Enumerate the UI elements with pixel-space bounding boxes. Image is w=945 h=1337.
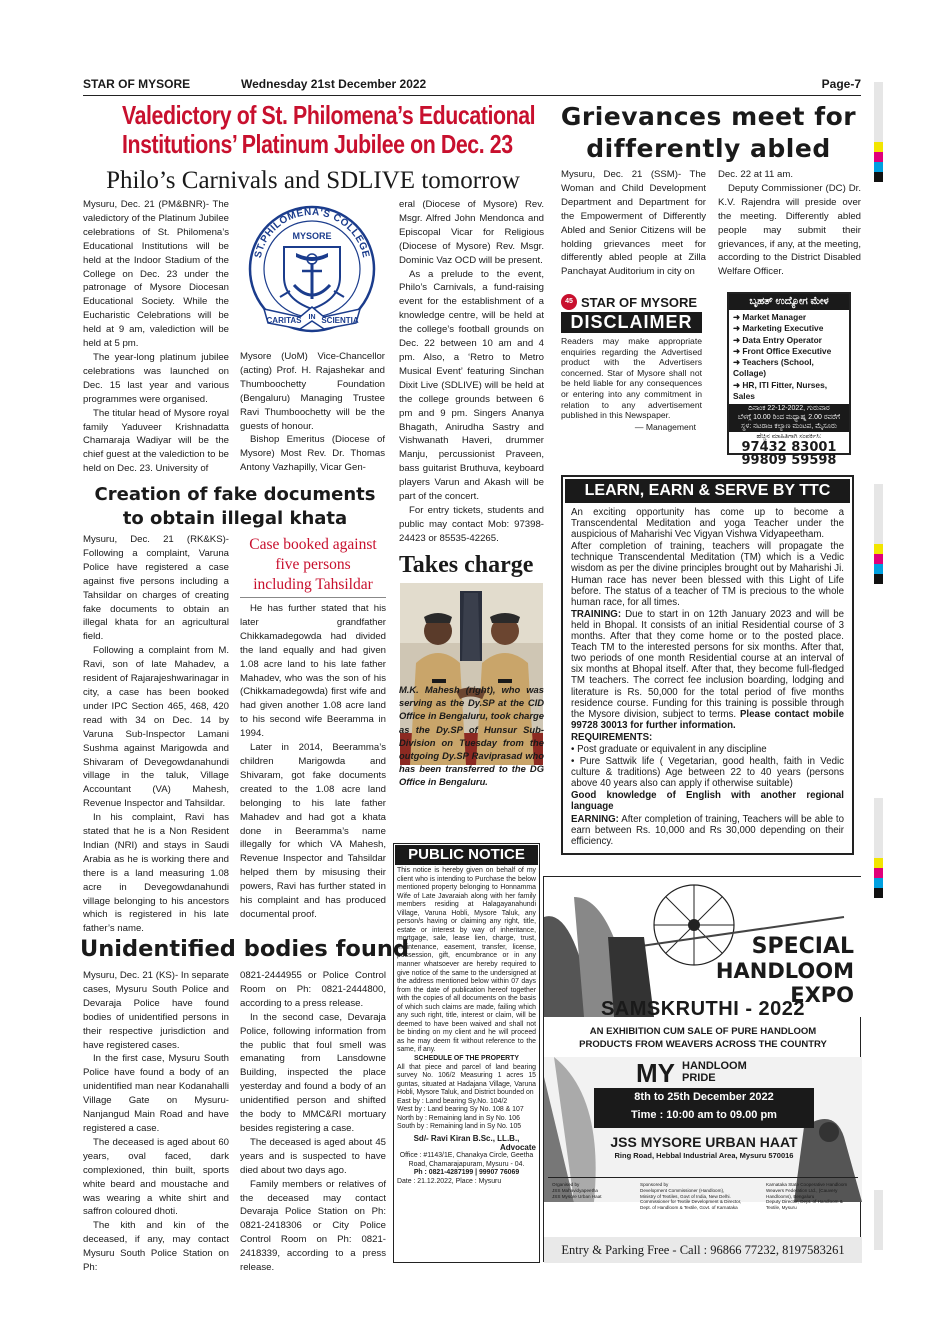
job-item: ➜ Data Entry Operator bbox=[733, 334, 822, 345]
paragraph: Deputy Commissioner (DC) Dr. K.V. Rajendra will preside over the meeting. Differently abled people may submit their grievances, if any, at the meeting, according to the District Disabled Welfare Officer. bbox=[718, 182, 861, 278]
ttc-ad bbox=[561, 475, 854, 855]
disclaimer-box bbox=[561, 292, 702, 460]
strip-cyan bbox=[874, 878, 883, 888]
strip-yellow bbox=[874, 858, 883, 868]
article-fake-docs-col-1 bbox=[83, 533, 229, 935]
strip-magenta bbox=[874, 868, 883, 878]
logo-city: MYSORE bbox=[292, 231, 332, 241]
job-time: ಬೆಳಗ್ಗೆ 10.00 ರಿಂದ ಮಧ್ಯಾಹ್ನ 2.00 ರವರೆಗೆ bbox=[737, 413, 841, 421]
logo-motto-left: CARITAS bbox=[266, 316, 302, 325]
paragraph: Following a complaint from M. Ravi, son of late Mahadev, a resident of Rajarajeshwarinagar in city, a case has been booked under IPC Section 465, 468, 420 read with 34 on Dec. 14 by Varuna Sub-Inspector Lamani Sushma against Marigowda and Shivaram of Devegowdanahundi village in the taluk, Village Accountant (VA) Mahesh, Revenue Inspector and Tahsildar. bbox=[83, 645, 229, 810]
job-item: ➜ Market Manager bbox=[733, 312, 807, 322]
job-venue: ಸ್ಥಳ: ನಟರಾಜ ಕಲ್ಯಾಣ ಮಂಟಪ, ಮೈಸೂರು bbox=[741, 422, 837, 430]
headline-line-2: Institutions’ Platinum Jubilee on Dec. 23 bbox=[121, 129, 513, 159]
notice-office: Office : #1143/1E, Chanakya Circle, Geetha Road, Chamarajapuram, Mysuru - 04. bbox=[399, 1152, 534, 1168]
strip-yellow bbox=[874, 544, 883, 554]
notice-date: Date : 21.12.2022, Place : Mysuru bbox=[397, 1177, 502, 1185]
job-ad-title: ಬೃಹತ್ ಉದ್ಯೋಗ ಮೇಳ bbox=[729, 294, 849, 310]
paragraph: He has further stated that his later grandfather Chikkamadegowda had divided the land equally and had given 1.08 acre land to his late father Mahadev, who was the son of his (Chikkamadegowda) first wife and had given another 1.08 acre land to his second wife Beeramma in 1994. bbox=[240, 603, 386, 740]
job-contact-label: ಹೆಚ್ಚಿನ ಮಾಹಿತಿಗಾಗಿ ಸಂಪರ್ಕಿಸಿ: bbox=[756, 433, 822, 441]
disclaimer-sign: — Management bbox=[634, 421, 696, 432]
handloom-expo-ad bbox=[543, 876, 861, 1262]
expo-entry-info: Entry & Parking Free - Call : 96866 77232, 8197583261 bbox=[544, 1237, 862, 1263]
paragraph: The deceased is aged about 60 years, oval faced, dark complexioned, thin built, sports white beard and moustache and was wearing a white shirt and saffron coloured dhoti. bbox=[83, 1136, 229, 1218]
expo-time: Time : 10:00 am to 09.00 pm bbox=[631, 1109, 777, 1121]
ttc-paragraph bbox=[571, 609, 844, 731]
paragraph: Later in 2014, Beeramma’s children Marigowda and Shivaram, got fake documents created to the 1.08 acre land belonging to his late father Mahadev and had got a khata done in Beeramma’s name illegally for which VA Mahesh, Revenue Inspector and Tahsildar helped them by misusing their powers, Ravi has further stated in his complaint and has produced documental proof. bbox=[240, 742, 386, 920]
article-philomena-col-3 bbox=[399, 198, 544, 548]
notice-text: This notice is hereby given on behalf of my client who is intending to Purchase the below mentioned property belonging to Honnamma Wife of Late Javaraiah along with her family members residing at Halagayanahundi Village, Varuna Hobli, Mysore Taluk, any person/s having or claiming any right, title, estate or interest by way of inheritance, mortgage, sale, lease lien, charge, trust, maintenance, easement, transfer, license, possession, gift, encumbrance or in any manner whatsoever are hereby required to give notice of the same to the undersigned at the address mentioned below within 07 days from the date of publication hereof together with the copies of all documents on the basis of which such claims are made, failing which any such right, title, interest or claim, will be deemed to have been waived and shall not be binding on my client and he will proceed as he may deem fit without reference to the same, if any. bbox=[397, 867, 536, 1054]
issue-date: Wednesday 21st December 2022 bbox=[241, 77, 427, 91]
article-grievances-col-1 bbox=[561, 168, 706, 280]
expo-tagline-2: PRODUCTS FROM WEAVERS ACROSS THE COUNTRY bbox=[579, 1039, 827, 1050]
article-philomena-subhead: Philo’s Carnivals and SDLIVE tomorrow bbox=[106, 167, 520, 194]
job-item: ➜ Marketing Executive bbox=[733, 323, 824, 334]
notice-boundary: West by : Land bearing Sy No. 108 & 107 bbox=[397, 1106, 524, 1114]
headline-line-2: to obtain illegal khata bbox=[122, 508, 348, 529]
expo-venue: JSS MYSORE URBAN HAAT bbox=[610, 1134, 798, 1150]
article-bodies-headline: Unidentified bodies found bbox=[80, 936, 409, 962]
ttc-paragraph: An exciting opportunity has come up to become a Transcendental Meditation and yoga Teacher under the auspicious of Maharishi Vec Vigyan Vishwa Vidyapeetham. bbox=[571, 507, 844, 541]
notice-phone: Ph : 0821-4287199 | 99907 76069 bbox=[413, 1169, 520, 1177]
ttc-title: LEARN, EARN & SERVE BY TTC bbox=[565, 479, 850, 503]
paragraph: Mysore (UoM) Vice-Chancellor (acting) Prof. H. Rajashekar and Thumboochetty Foundation (Bengaluru) Managing Trustee Ravi Thumboochetty will be the guests of honour. bbox=[240, 351, 385, 432]
strip-black bbox=[874, 888, 883, 898]
ttc-contact: Please contact mobile 99728 30013 for further information. bbox=[571, 708, 844, 731]
article-fake-docs-col-2 bbox=[240, 602, 386, 928]
strip-cyan bbox=[874, 564, 883, 574]
notice-boundary: East by : Land bearing Sy.No. 104/2 bbox=[397, 1097, 508, 1105]
strip-cyan bbox=[874, 162, 883, 172]
subhead-line: Case booked against bbox=[249, 536, 377, 553]
notice-schedule: All that piece and parcel of land bearing survey No. 106/2 Measuring 1 acres 15 guntas, situated at Hadajana Village, Varuna Hobli, Mysore Taluk, and District bounded on bbox=[397, 1063, 536, 1097]
job-ad-list bbox=[729, 310, 849, 404]
logo-motto-mid: IN bbox=[308, 314, 316, 321]
paragraph: The kith and kin of the deceased, if any, may contact Mysuru South Police Station on Ph: bbox=[83, 1220, 229, 1274]
notice-schedule-title: SCHEDULE OF THE PROPERTY bbox=[414, 1055, 519, 1063]
subhead-line: including Tahsildar bbox=[253, 576, 373, 593]
job-ad-details bbox=[729, 404, 849, 432]
strip-black bbox=[874, 574, 883, 584]
logo-motto-right: SCIENTIA bbox=[321, 316, 359, 325]
article-philomena-col-1 bbox=[83, 198, 229, 478]
brand-emblem-icon: 45 bbox=[561, 294, 577, 310]
ttc-english: Good knowledge of English with another regional language bbox=[571, 790, 844, 813]
expo-sponsors bbox=[548, 1177, 858, 1229]
article-philomena-headline bbox=[80, 101, 546, 159]
ttc-req-item: • Pure Sattwik life ( Vegetarian, good health, faith in Vedic culture & traditions) Age between 22 to 40 years (persons above 40 years also can apply if otherwise suitable) bbox=[571, 756, 844, 790]
paragraph: Mysuru, Dec. 21 (PM&BNR)- The valedictory of the Platinum Jubilee celebrations of St. Philomena’s Educational Institutions will be held at the Indoor Stadium of the College on Dec. 23 under the patronage of Mysore Diocesan Educational Society. While the Eucharistic Celebrations will be held at 9 am, valediction will be held at 5 pm. bbox=[83, 199, 229, 350]
job-phone-1: 97432 83001 bbox=[741, 440, 837, 456]
notice-role: Advocate bbox=[499, 1142, 536, 1152]
article-bodies-col-1 bbox=[83, 969, 229, 1274]
strip-black bbox=[874, 172, 883, 182]
article-philomena-col-2 bbox=[240, 350, 385, 478]
strip-grey bbox=[874, 484, 883, 544]
strip-magenta bbox=[874, 152, 883, 162]
page-number: Page-7 bbox=[821, 77, 861, 91]
paragraph: eral (Diocese of Mysore) Rev. Msgr. Alfred John Mendonca and Episcopal Vicar for Religious (Diocese of Mysore) Rev. Msgr. Dominic Vaz OCD will be present. bbox=[399, 199, 544, 266]
disclaimer-text: Readers may make appropriate enquiries regarding the Advertised product with the Advertisers concerned. Star of Mysore shall not be held liable for any consequences or entering into any commitment in relation to any advertisement published in this Newspaper. bbox=[561, 336, 702, 421]
philomena-college-logo bbox=[244, 205, 380, 337]
paragraph: Family members or relatives of the deceased may contact Devaraja Police Station on Ph: 0821-2418306 or City Police Control Room on Ph: 0821-2418339, according to a press release. bbox=[240, 1178, 386, 1274]
job-phone-2: 99809 59598 bbox=[741, 453, 837, 469]
logo-my: MY bbox=[636, 1058, 675, 1088]
job-fair-ad bbox=[727, 292, 851, 469]
article-fake-docs-subhead bbox=[240, 535, 386, 595]
expo-partner: Karnataka State Cooperative Handloom Weavers Federation Ltd., (Cauvery Handlooms), Bengaluru Deputy Director, Dept. of Handloom & Textile, Mysuru bbox=[766, 1182, 848, 1211]
disclaimer-title: DISCLAIMER bbox=[561, 312, 702, 333]
logo-arc-text: ST.PHILOMENA'S COLLEGE bbox=[252, 206, 372, 260]
strip-yellow bbox=[874, 142, 883, 152]
paragraph: In the first case, Mysuru South Police have found a body of an unidentified man near Kodanahalli Village Gate on Mysuru-Nanjangud Main Road and have registered a case. bbox=[83, 1053, 229, 1134]
headline-line-1: Grievances meet for bbox=[560, 102, 857, 131]
public-notice-title: PUBLIC NOTICE bbox=[395, 845, 538, 865]
expo-title-2: HANDLOOM EXPO bbox=[715, 959, 854, 1007]
paragraph: Mysuru, Dec. 21 (RK&KS)- Following a complaint, Varuna Police have registered a case against five persons including a Tahsildar on charges of creating fake documents to obtain an illegal khata for an agricultural field. bbox=[83, 534, 229, 643]
expo-event-name: SAMSKRUTHI - 2022 bbox=[600, 998, 806, 1020]
job-date: ದಿನಾಂಕ 22-12-2022, ಗುರುವಾರ bbox=[748, 405, 830, 413]
ttc-training-text: Due to start in on 12th January 2023 and will be held in Bhopal. It consists of an initial Residential course of 3 months. After that they come home or to the posted place. Teach TM to the interested persons for six months. After that, two periods of one month Residential course at an interval of six months at Bhopal itself. After that, they become full-fledged TM teachers. The correct fee inclusion boarding, lodging and literature is Rs. 50,000 for the total period of five months residence course. Funding for this training is possible through the Mysore division, subject to terms. bbox=[571, 608, 844, 720]
expo-dates-box bbox=[594, 1088, 814, 1128]
divider bbox=[240, 597, 386, 598]
logo-pride: PRIDE bbox=[682, 1072, 716, 1084]
public-notice-body bbox=[394, 866, 539, 1187]
expo-sponsor: Sponsored by Development Commissioner (Handloom), Ministry of Textiles, Govt of India, New Delhi. Commissioner for Textile Development & Director, Dept. of Handloom & Textile, Govt. of Karnataka bbox=[640, 1182, 742, 1211]
strip-magenta bbox=[874, 554, 883, 564]
expo-address: Ring Road, Hebbal Industrial Area, Mysuru 570016 bbox=[614, 1151, 794, 1160]
paragraph: For entry tickets, students and public may contact Mob: 97398-24423 or 85535-42265. bbox=[399, 504, 544, 544]
paragraph: Bishop Emeritus (Diocese of Mysore) Most Rev. Dr. Thomas Antony Vazhapilly, Vicar Gen- bbox=[240, 434, 385, 474]
article-fake-docs-headline bbox=[80, 483, 390, 531]
headline-line-1: Creation of fake documents bbox=[94, 484, 376, 505]
disclaimer-brand-row bbox=[561, 292, 702, 312]
expo-title-1: SPECIAL bbox=[751, 934, 854, 959]
ttc-training-label: TRAINING: bbox=[571, 608, 622, 620]
masthead bbox=[83, 74, 861, 96]
paragraph: In his complaint, Ravi has stated that he is a Non Resident Indian (NRI) and stays in Saudi Arabia as he is working there and there is a land measuring 1.08 acre in Devegowdanahundi village belonging to his ancestors which is registered in his late father’s name. bbox=[83, 812, 229, 935]
article-grievances-col-2 bbox=[718, 168, 861, 280]
subhead-line: five persons bbox=[275, 556, 351, 573]
job-item: ➜ Teachers (School, Collage) bbox=[733, 357, 814, 379]
strip-grey bbox=[874, 1190, 883, 1250]
takes-charge-headline: Takes charge bbox=[399, 552, 534, 578]
paragraph: The deceased is aged about 45 years and is suspected to have died about two days ago. bbox=[240, 1136, 386, 1176]
paragraph: 0821-2444955 or Police Control Room on Ph: 0821-2444800, according to a press release. bbox=[240, 970, 386, 1009]
my-handloom-pride-logo bbox=[636, 1059, 776, 1087]
paragraph: In the second case, Devaraja Police, following information from the public that foul smell was emanating from Lansdowne Building, inspected the place yesterday and found a body of an unidentified person and shifted the body to MMC&RI mortuary besides registering a case. bbox=[240, 1011, 386, 1134]
paragraph: Mysuru, Dec. 21 (KS)- In separate cases, Mysuru South Police and Devaraja Police have found bodies of unidentified persons in their respective jurisdiction and have registered cases. bbox=[83, 970, 229, 1051]
ttc-body bbox=[563, 505, 852, 850]
takes-charge-caption: M.K. Mahesh (right), who was serving as the Dy.SP at the CID Office in Bengaluru, took charge as the Dy.SP of Hunsur Sub-Division on Tuesday from the outgoing Dy.SP Raviprasad who has been transferred to the DG Office in Bengaluru. bbox=[399, 684, 544, 788]
logo-handloom: HANDLOOM bbox=[682, 1060, 747, 1072]
paragraph: As a prelude to the event, Philo’s Carnivals, a fund-raising event for the establishment of a knowledge centre, will be held at the college’s football grounds on Dec. 22 between 10 am and 4 pm. Also, a ‘Retro to Metro Musical Event’ featuring Sinchan Dixit Live (SDLIVE) will be held at the college grounds between 6 pm and 9 pm. Singers Ananya Bhagath, Anirudha Sastry and Vishwanath Haveri, drummer Manju, percussionist Praveen, bass guitarist Bruthuva, keyboard players Varun and Akash will be part of the concert. bbox=[399, 268, 544, 503]
ttc-paragraph: After completion of training, teachers will propagate the technique Transcendental Meditation (TM) which is a Vedic wisdom as per the divine principles brought out by Maharishi Ji. Human race has never been blessed with this Light of Life before. The status of a teacher of TM is precious to the whole human race, for all times. bbox=[571, 541, 844, 608]
paragraph: Mysuru, Dec. 21 (SSM)- The Woman and Child Development Department and Department for the Empowerment of Differently Abled and Senior Citizens will be holding grievances meet for differently abled people at Zilla Panchayat Auditorium in city on bbox=[561, 169, 706, 278]
paper-name: STAR OF MYSORE bbox=[83, 77, 191, 91]
article-bodies-col-2 bbox=[240, 969, 386, 1274]
paragraph: The titular head of Mysore royal family Yaduveer Krishnadatta Chamaraja Wadiyar will be the chief guest at the valediction to be held on Dec. 23. University of bbox=[83, 407, 229, 475]
headline-line-2: differently abled bbox=[586, 134, 831, 163]
headline-line-1: Valedictory of St. Philomena’s Educational bbox=[121, 100, 536, 130]
public-notice bbox=[393, 843, 540, 1263]
ttc-req-item: • Post graduate or equivalent in any discipline bbox=[571, 743, 767, 755]
expo-organiser: Organised by JSS Mahavidyapeetha JSS Mysore Urban Haat bbox=[552, 1182, 602, 1199]
ttc-req-label: REQUIREMENTS: bbox=[571, 731, 653, 743]
strip-grey bbox=[874, 798, 883, 858]
paragraph: Dec. 22 at 11 am. bbox=[718, 169, 794, 180]
notice-sign: Sd/- Ravi Kiran B.Sc., LL.B., bbox=[413, 1133, 520, 1143]
expo-dates: 8th to 25th December 2022 bbox=[634, 1091, 774, 1103]
job-item: ➜ Front Office Executive bbox=[733, 345, 832, 356]
notice-boundary: South by : Remaining land in Sy No. 105 bbox=[397, 1123, 522, 1131]
notice-boundary: North by : Remaining land in Sy No. 106 bbox=[397, 1114, 520, 1122]
paragraph: The year-long platinum jubilee celebrations was launched on Dec. 15 last year and various programmes were organised. bbox=[83, 351, 229, 405]
ttc-earning: EARNING: After completion of training, Teachers will be able to earn between Rs. 10,000 and Rs 30,000 depending on their efficiency. bbox=[571, 813, 844, 847]
job-item: ➜ HR, ITI Fitter, Nurses, Sales bbox=[733, 379, 828, 402]
expo-tagline-1: AN EXHIBITION CUM SALE OF PURE HANDLOOM bbox=[589, 1026, 817, 1037]
article-grievances-headline bbox=[556, 101, 861, 165]
disclaimer-brand: STAR OF MYSORE bbox=[581, 294, 698, 310]
strip-grey bbox=[874, 82, 883, 142]
